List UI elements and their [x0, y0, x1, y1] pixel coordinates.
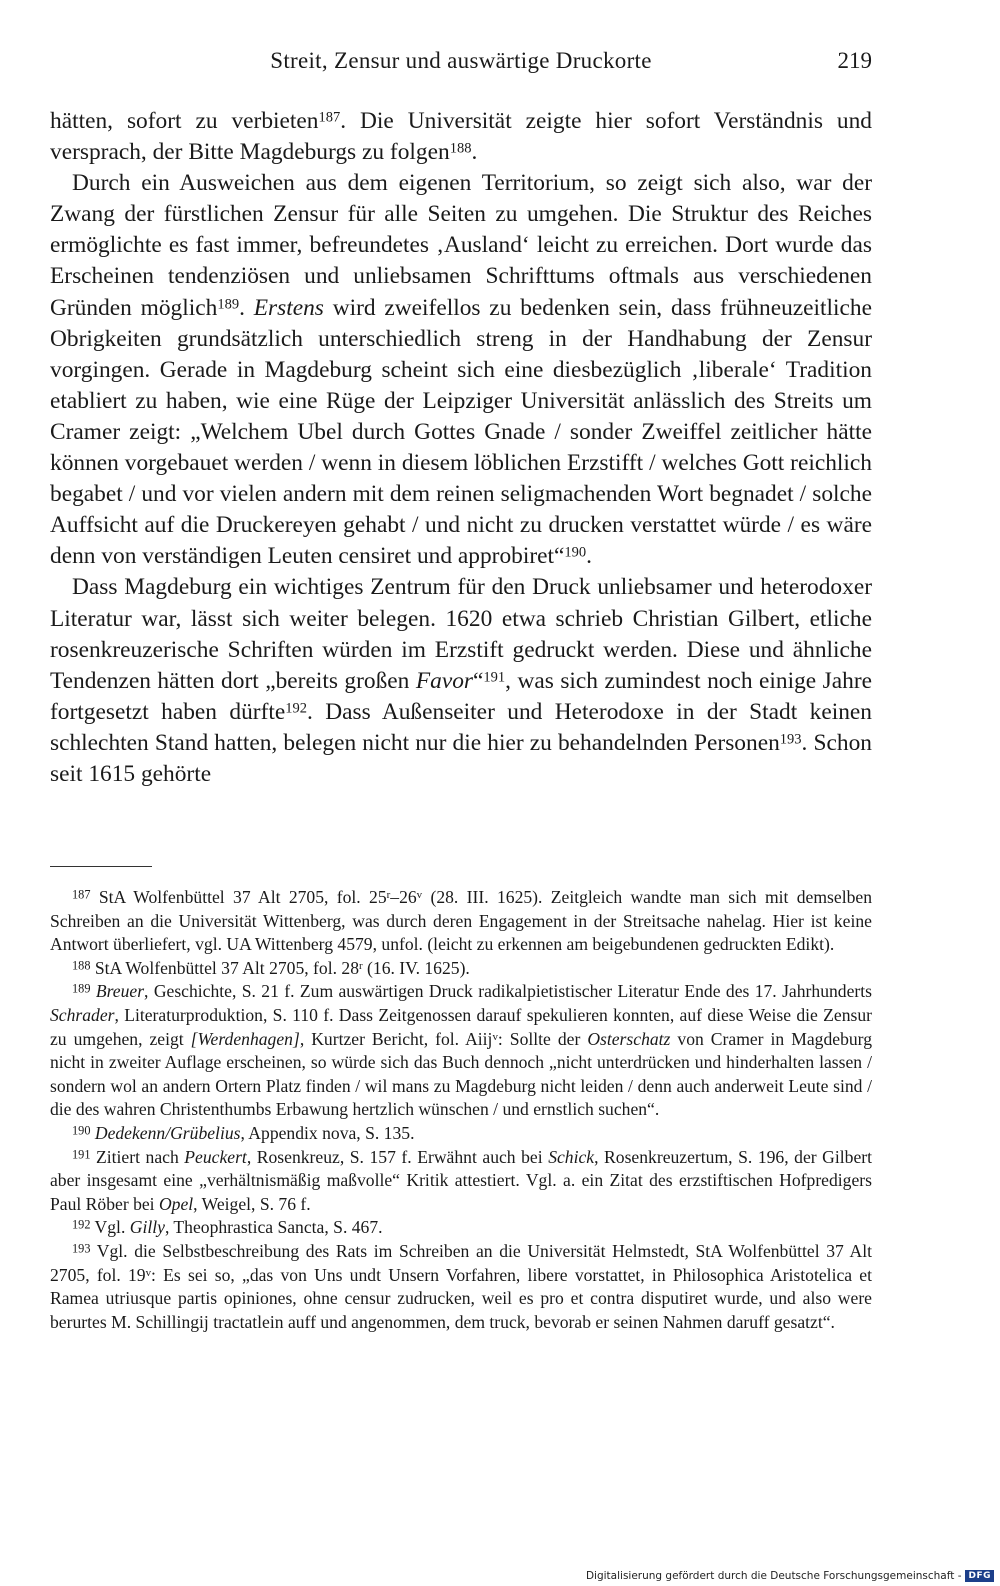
footnote-number: 187 [72, 887, 91, 902]
main-text [50, 106, 872, 790]
footnote-number: 190 [72, 1123, 91, 1138]
dfg-logo: DFG [965, 1570, 994, 1582]
footnote-number: 188 [72, 958, 91, 973]
footnotes [50, 886, 872, 1334]
footnote: $^{187}$ StA Wolfenbüttel 37 Alt 2705, fol. 25$^r$–26$^v$ (28. III. 1625). Zeitgleich wandte man sich mit demselben Schreiben an die Universität Wittenberg, was durch deren Engagement in der Streitsache nahelag. Hier ist keine Antwort überliefert, vgl. UA Wittenberg 4579, unfol. (leicht zu erkennen am beigebundenen gedruckten Edikt). [50, 887, 872, 955]
footnote-number: 191 [72, 1147, 91, 1162]
footnote-ref[interactable]: 193 [779, 731, 802, 748]
digitization-credit [586, 1570, 994, 1582]
page-header [50, 48, 872, 88]
footnote-ref[interactable]: 191 [483, 669, 506, 686]
footnote-number: 192 [72, 1218, 91, 1233]
footnote-ref[interactable]: 189 [217, 296, 240, 313]
paragraph: Durch ein Ausweichen aus dem eigenen Territorium, so zeigt sich also, war der Zwang der fürstlichen Zensur für alle Seiten zu umgehen. Die Struktur des Reiches ermöglichte es fast immer, befreundetes ‚Ausland‘ leicht zu erreichen. Dort wurde das Erscheinen tendenziösen und unliebsamen Schrifttums oftmals aus verschiedenen Gründen möglich$^{189}$. Erstens wird zweifellos zu bedenken sein, dass frühneuzeitliche Obrigkeiten grundsätzlich unterschiedlich streng in der Handhabung der Zensur vorgingen. Gerade in Magdeburg scheint sich eine diesbezüglich ‚liberale‘ Tradition etabliert zu haben, wie eine Rüge der Leipziger Universität anlässlich des Streits um Cramer zeigt: „Welchem Ubel durch Gottes Gnade / sonder Zweiffel zeitlicher hätte können vorgebauet werden / wenn in diesem löblichen Erzstifft / welches Gott reichlich begabet / und vor vielen andern mit dem reinen seligmachenden Wort begnadet / solche Auffsicht auf die Druckereyen gehabt / und nicht zu drucken verstattet würde / es wäre denn von verständigen Leuten censiret und approbiret“$^{190}$. [50, 170, 872, 570]
paragraph: hätten, sofort zu verbieten$^{187}$. Die Universität zeigte hier sofort Verständnis und versprach, der Bitte Magdeburgs zu folgen$^{188}$. [50, 108, 872, 166]
running-head: Streit, Zensur und auswärtige Druckorte [270, 48, 652, 73]
footnote: $^{188}$ StA Wolfenbüttel 37 Alt 2705, fol. 28$^r$ (16. IV. 1625). [72, 957, 470, 978]
page-number: 219 [837, 48, 872, 73]
paragraph: Dass Magdeburg ein wichtiges Zentrum für den Druck unliebsamer und heterodoxer Literatur war, lässt sich weiter belegen. 1620 etwa schrieb Christian Gilbert, etliche rosenkreuzerische Schriften würden im Erzstift gedruckt werden. Diese und ähnliche Tendenzen hätten dort „bereits großen Favor“$^{191}$, was sich zumindest noch einige Jahre fortgesetzt haben dürfte$^{192}$. Dass Außenseiter und Heterodoxe in der Stadt keinen schlechten Stand hatten, belegen nicht nur die hier zu behandelnden Personen$^{193}$. Schon seit 1615 gehörte [50, 574, 873, 787]
footnote-ref[interactable]: 192 [285, 700, 307, 717]
footnote-divider [50, 866, 152, 867]
footnote: $^{190}$ Dedekenn/Grübelius, Appendix nova, S. 135. [72, 1122, 415, 1143]
credit-text: Digitalisierung gefördert durch die Deutsche Forschungsgemeinschaft - [585, 1570, 962, 1582]
footnote-ref[interactable]: 188 [449, 140, 472, 157]
footnote-ref[interactable]: 187 [318, 109, 341, 126]
footnote-ref[interactable]: 190 [564, 544, 587, 561]
footnote: $^{189}$ Breuer, Geschichte, S. 21 f. Zum auswärtigen Druck radikalpietistischer Literatur Ende des 17. Jahrhunderts Schrader, Literaturproduktion, S. 110 f. Dass Zeitgenossen darauf spekulieren konnten, auf diese Weise die Zensur zu umgehen, zeigt [Werdenhagen], Kurtzer Bericht, fol. Aiij$^v$: Sollte der Osterschatz von Cramer in Magdeburg nicht in zweiter Auflage erscheinen, so würde sich das Buch dennoch „nicht unterdrücken und hinderhalten lassen / sondern wol an andern Ortern Platz finden / wil mans zu Magdeburg nicht leiden / denn auch anderweit Leute sind / die des wahren Christenthumbs Erbawung hertzlich wünschen / und ernstlich suchen“. [50, 981, 873, 1120]
footnote: $^{193}$ Vgl. die Selbstbeschreibung des Rats im Schreiben an die Universität Helmstedt, StA Wolfenbüttel 37 Alt 2705, fol. 19$^v$: Es sei so, „das von Uns undt Unsern Vorfahren, libere vorstattet, in Philosophica Aristotelica et Ramea utriusque partis opiniones, ohne censur zudrucken, weil es pro et contra disputiret wurde, und also were berurtes M. Schillingij tractatlein auff und angenommen, dem truck, bevorab er seinen Nahmen daruff gesatzt“. [50, 1240, 872, 1332]
footnote: $^{192}$ Vgl. Gilly, Theophrastica Sancta, S. 467. [72, 1217, 383, 1238]
footnote-number: 193 [72, 1241, 91, 1256]
footnote: $^{191}$ Zitiert nach Peuckert, Rosenkreuz, S. 157 f. Erwähnt auch bei Schick, Rosenkreuzertum, S. 196, der Gilbert aber insgesamt eine „verhältnismäßig maßvolle“ Kritik attestiert. Vgl. a. ein Zitat des erzstiftischen Hofpredigers Paul Röber bei Opel, Weigel, S. 76 f. [50, 1146, 873, 1214]
footnote-number: 189 [72, 982, 91, 997]
